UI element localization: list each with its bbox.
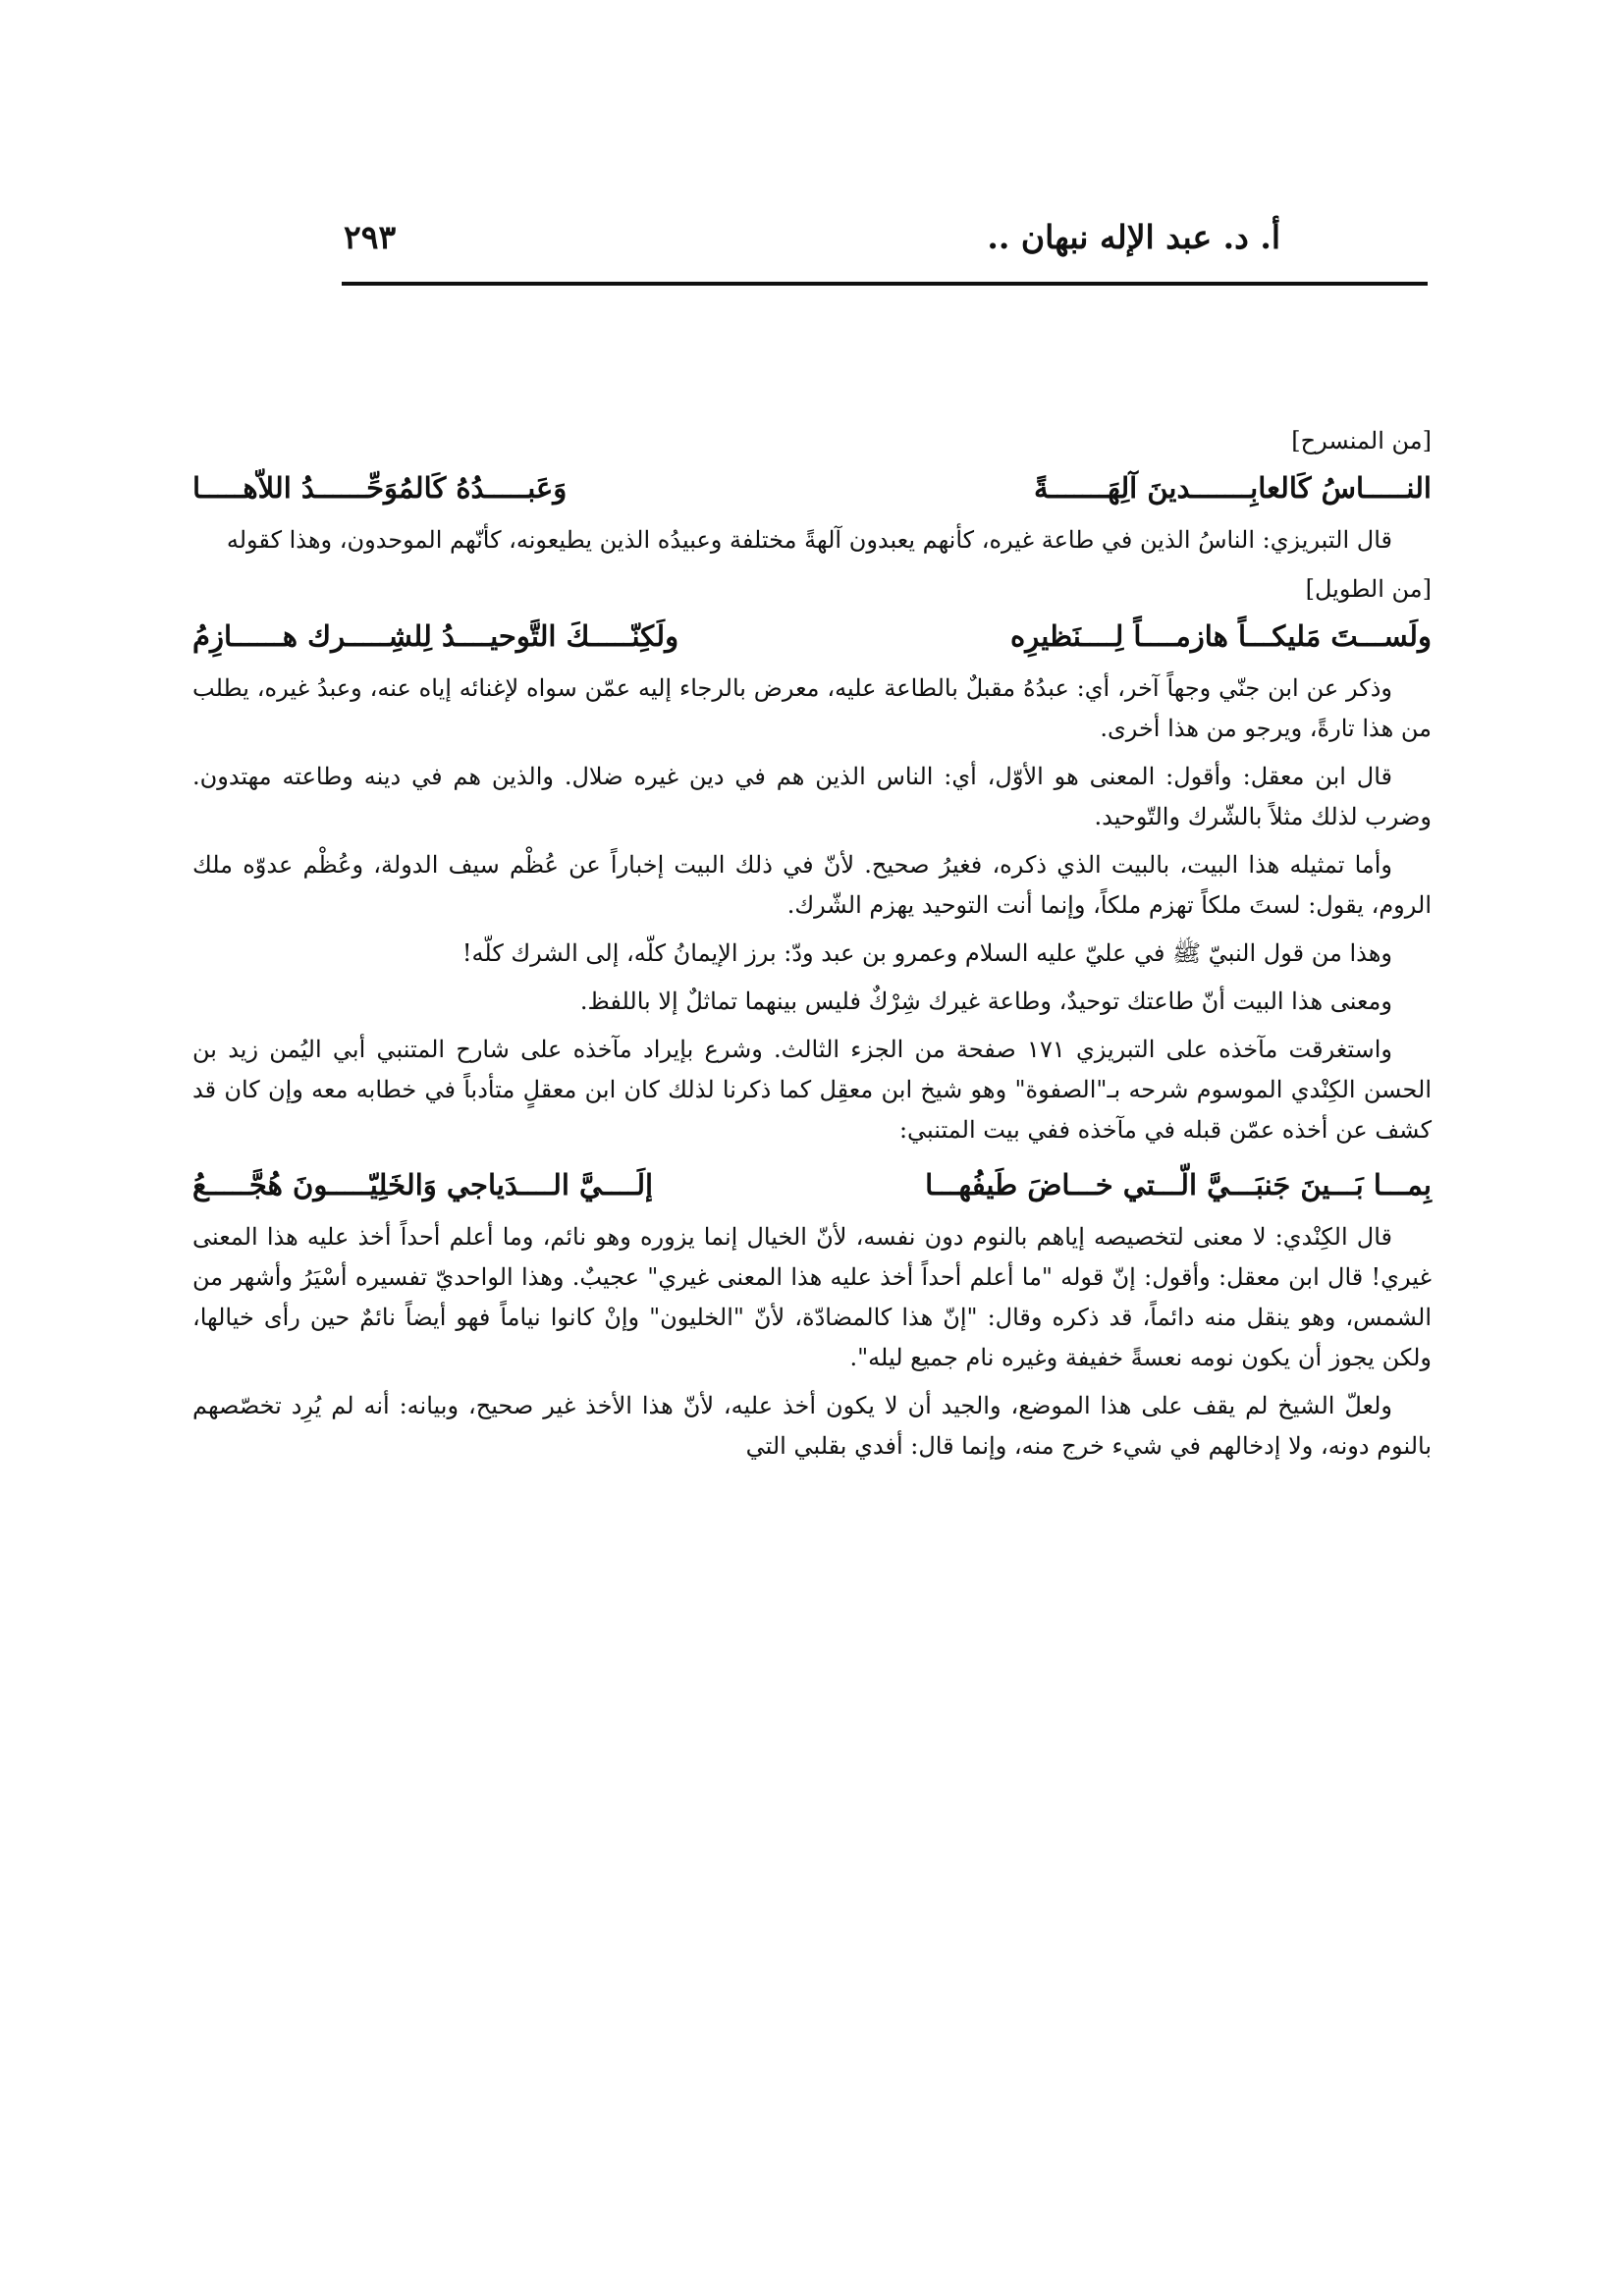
paragraph: ومعنى هذا البيت أنّ طاعتك توحيدٌ، وطاعة غيرك شِرْكٌ فليس بينهما تماثلٌ إلا باللفظ. [579, 988, 1392, 1015]
page-number: ٢٩٣ [344, 218, 397, 256]
verse-hemistich-first: ولَســـتَ مَليكـــاً هازمــــاً لِــــنَظيرِه [1010, 619, 1432, 653]
verse-hemistich-second: إلَــــيَّ الــــدَياجي وَالخَلِيّـــــونَ هُجَّـــــعُ [192, 1168, 654, 1201]
paragraph: وأما تمثيله هذا البيت، بالبيت الذي ذكره، فغيرُ صحيح. لأنّ في ذلك البيت إخباراً عن عُظْم سيف الدولة، وعُظْم عدوّه ملك الروم، يقول: لستَ ملكاً تهزم ملكاً، وإنما أنت التوحيد يهزم الشّرك. [192, 851, 1432, 919]
meter-label: [من المنسرح] [1291, 427, 1432, 454]
verse-hemistich-first: النـــــاسُ كَالعابِـــــــدينَ آلِهَـــــــةً [1033, 471, 1432, 505]
paragraph: ولعلّ الشيخ لم يقف على هذا الموضع، والجيد أن لا يكون أخذ عليه، لأنّ هذا الأخذ غير صحيح، وبيانه: أنه لم يُرِد تخصّصهم بالنوم دونه، ولا إدخالهم في شيء خرج منه، وإنما قال: أفدي بقلبي التي [192, 1392, 1432, 1460]
verse [192, 461, 1432, 514]
verse [192, 1158, 1432, 1211]
paragraph: قال الكِنْدي: لا معنى لتخصيصه إياهم بالنوم دون نفسه، لأنّ الخيال إنما يزوره وهو نائم، وما أعلم أحداً أخذ عليه هذا المعنى غيري! قال ابن معقل: وأقول: إنّ قوله "ما أعلم أحداً أخذ عليه هذا المعنى غيري" عجيبٌ. وهذا الواحديّ تفسيره أسْيَرُ وأشهر من الشمس، وهو ينقل منه دائماً، قد ذكره وقال: "إنّ هذا كالمضادّة، لأنّ "الخليون" وإنْ كانوا نياماً فهو أيضاً نائمٌ حين رأى خيالها، ولكن يجوز أن يكون نومه نعسةً خفيفة وغيره نام جميع ليله". [192, 1223, 1432, 1371]
paragraph: قال التبريزي: الناسُ الذين في طاعة غيره، كأنهم يعبدون آلهةً مختلفة وعبيدُه الذين يطيعونه، كأنّهم الموحدون، وهذا كقوله [226, 526, 1392, 554]
meter-label: [من الطويل] [1305, 575, 1432, 603]
paragraph: وذكر عن ابن جنّي وجهاً آخر، أي: عبدُهُ مقبلٌ بالطاعة عليه، معرض بالرجاء إليه عمّن سواه لإغنائه إياه عنه، وعبدُ غيره، يطلب من هذا تارةً، ويرجو من هذا أخرى. [192, 674, 1432, 742]
header-rule [342, 282, 1428, 286]
paragraph: واستغرقت مآخذه على التبريزي ١٧١ صفحة من الجزء الثالث. وشرع بإيراد مآخذه على شارح المتنبي أبي اليُمن زيد بن الحسن الكِنْدي الموسوم شرحه بـ"الصفوة" وهو شيخ ابن معقِل كما ذكرنا لذلك كان ابن معقلٍ متأدباً في خطابه معه وإن كان قد كشف عن أخذه عمّن قبله في مآخذه ففي بيت المتنبي: [192, 1036, 1432, 1144]
verse-hemistich-first: بِمـــا بَـــينَ جَنبَـــيَّ الّـــتي خـــاضَ طَيفُهـــا [925, 1168, 1432, 1201]
verse [192, 610, 1432, 663]
verse-hemistich-second: ولَكِنّـــــكَ التَّوحيــــدُ لِلشِـــــرك هــــــازِمُ [192, 619, 679, 653]
running-head-author: أ. د. عبد الإله نبهان .. [987, 218, 1280, 256]
paragraph: قال ابن معقل: وأقول: المعنى هو الأوّل، أي: الناس الذين هم في دين غيره ضلال. والذين هم في دينه وطاعته مهتدون. وضرب لذلك مثلاً بالشّرك والتّوحيد. [192, 763, 1432, 830]
running-head [344, 218, 1280, 277]
body-text [192, 420, 1432, 1474]
paragraph: وهذا من قول النبيّ ﷺ في عليّ عليه السلام وعمرو بن عبد ودّ: برز الإيمانُ كلّه، إلى الشرك كلّه! [461, 939, 1392, 967]
verse-hemistich-second: وَعَبـــــدُهُ كَالمُوَحِّــــــدُ اللاّهـــــا [192, 471, 568, 505]
